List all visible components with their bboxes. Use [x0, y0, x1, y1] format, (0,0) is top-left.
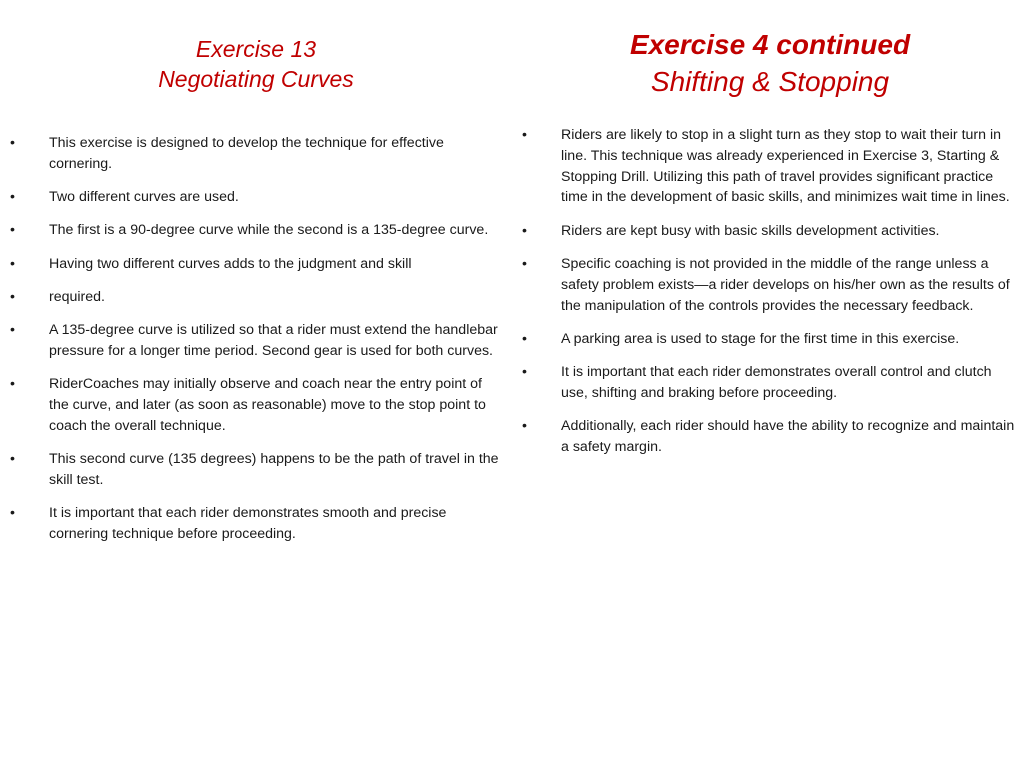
- left-bullet-list: [10, 133, 502, 557]
- list-item: [10, 449, 502, 491]
- bullet-icon: •: [522, 222, 527, 239]
- list-item: [10, 503, 502, 545]
- bullet-icon: •: [522, 330, 527, 347]
- bullet-text: Riders are kept busy with basic skills development activities.: [561, 222, 940, 239]
- bullet-icon: •: [10, 451, 15, 468]
- bullet-icon: •: [10, 255, 15, 272]
- bullet-text: RiderCoaches may initially observe and coach near the entry point of the curve, and later (as soon as reasonable) move to the stop point to coach the overall technique.: [49, 376, 486, 434]
- right-title-line2: Shifting & Stopping: [650, 66, 890, 97]
- bullet-icon: •: [10, 505, 15, 522]
- left-title-line2: Negotiating Curves: [158, 66, 354, 92]
- bullet-text: Having two different curves adds to the judgment and skill: [49, 255, 412, 272]
- bullet-icon: •: [10, 135, 15, 151]
- bullet-icon: •: [522, 127, 527, 143]
- right-bullet-list: [522, 125, 1018, 470]
- bullet-text: A 135-degree curve is utilized so that a rider must extend the handlebar pressure for a longer time period. Second gear is used for both curves.: [49, 322, 498, 360]
- bullet-icon: •: [10, 376, 15, 393]
- bullet-text: Riders are likely to stop in a slight turn as they stop to wait their turn in line. This technique was already experienced in Exercise 3, Starting & Stopping Drill. Utilizing this path of travel provides significant practice time in the development of basic skills, and minimizes wait time in lines.: [561, 127, 1010, 206]
- bullet-text: It is important that each rider demonstrates overall control and clutch use, shifting and braking before proceeding.: [561, 364, 992, 401]
- list-item: [10, 187, 502, 208]
- left-title: [100, 34, 412, 94]
- bullet-text: It is important that each rider demonstrates smooth and precise cornering technique before proceeding.: [49, 505, 447, 543]
- bullet-text: Additionally, each rider should have the ability to recognize and maintain a safety margin.: [561, 418, 1015, 456]
- bullet-icon: •: [522, 255, 527, 272]
- list-item: [522, 362, 1018, 404]
- bullet-text: A parking area is used to stage for the first time in this exercise.: [561, 330, 960, 347]
- list-item: [10, 287, 502, 308]
- right-title-line1: Exercise 4 continued: [629, 29, 911, 60]
- bullet-text: required.: [49, 288, 105, 305]
- right-title: [580, 26, 960, 100]
- left-title-line1: Exercise 13: [195, 36, 317, 62]
- list-item: [10, 133, 502, 175]
- bullet-text: Specific coaching is not provided in the middle of the range unless a safety problem exists—a rider develops on his/her own as the results of the manipulation of the controls provides the necessary feedback.: [561, 255, 1010, 314]
- bullet-icon: •: [10, 189, 15, 206]
- bullet-icon: •: [522, 364, 527, 381]
- bullet-icon: •: [10, 322, 15, 339]
- bullet-icon: •: [10, 222, 15, 239]
- list-item: [522, 221, 1018, 242]
- list-item: [10, 374, 502, 436]
- bullet-text: This second curve (135 degrees) happens to be the path of travel in the skill test.: [49, 451, 499, 489]
- list-item: [522, 125, 1018, 208]
- list-item: [10, 320, 502, 362]
- list-item: [10, 254, 502, 275]
- list-item: [522, 329, 1018, 350]
- bullet-text: Two different curves are used.: [49, 189, 239, 206]
- bullet-icon: •: [10, 288, 15, 305]
- bullet-text: The first is a 90-degree curve while the second is a 135-degree curve.: [49, 222, 489, 239]
- list-item: [522, 254, 1018, 316]
- bullet-text: This exercise is designed to develop the technique for effective cornering.: [49, 135, 444, 172]
- list-item: [522, 416, 1018, 458]
- list-item: [10, 220, 502, 241]
- bullet-icon: •: [522, 418, 527, 435]
